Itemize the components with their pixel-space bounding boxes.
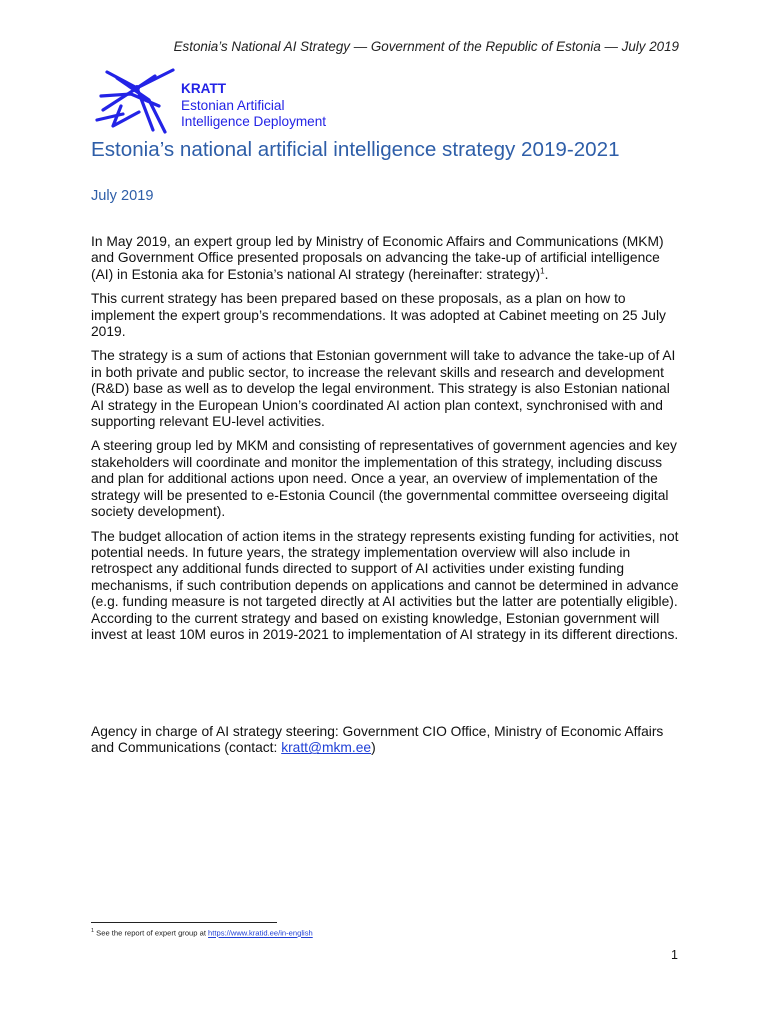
- paragraph-2: This current strategy has been prepared based on these proposals, as a plan on how to implement the expert group’s recommendations. It was adopted at Cabinet meeting on 25 July 2019.: [91, 291, 666, 340]
- logo-line-2: Intelligence Deployment: [181, 114, 327, 129]
- paragraph-3: The strategy is a sum of actions that Estonian government will take to advance the take-up of AI in both private and public sector, to increase the relevant skills and research and development (R&D) base as well as to develop the legal environment. This strategy is also Estonian national AI strategy in the European Union’s coordinated AI action plan context, synchronised with and supporting relevant EU-level activities.: [91, 348, 676, 430]
- contact-prefix: Agency in charge of AI strategy steering: Government CIO Office, Ministry of Economic Affairs and Communications (contact:: [91, 724, 664, 756]
- document-title: Estonia’s national artificial intelligence strategy 2019-2021: [91, 138, 620, 161]
- footnote-text: See the report of expert group at: [94, 928, 209, 938]
- paragraph-1-text: In May 2019, an expert group led by Ministry of Economic Affairs and Communications (MKM) and Government Office presented proposals on advancing the take-up of artificial intelligence (AI) in Estonia aka for Estonia’s national AI strategy (hereinafter: strategy): [91, 234, 664, 282]
- contact-email-link[interactable]: kratt@mkm.ee: [281, 740, 372, 756]
- document-body: [91, 234, 681, 651]
- paragraph-5: The budget allocation of action items in the strategy represents existing funding for activities, not potential needs. In future years, the strategy implementation overview will also include in retrospect any additional funds directed to support of AI activities under existing funding mechanisms, if such contribution depends on applications and cannot be determined in advance (e.g. funding measure is not targeted directly at AI activities but the latter are potentially eligible). According to the current strategy and based on existing knowledge, Estonian government will invest at least 10M euros in 2019-2021 to implementation of AI strategy in its different directions.: [91, 528, 679, 642]
- logo-text: [181, 81, 326, 131]
- contact-suffix: ): [371, 740, 376, 756]
- document-date: July 2019: [91, 188, 154, 204]
- paragraph-1-trail: .: [544, 266, 549, 282]
- contact-paragraph: [91, 724, 681, 757]
- running-header: Estonia’s National AI Strategy — Government of the Republic of Estonia — July 2019: [173, 39, 679, 54]
- kratt-figure-icon: [93, 66, 177, 136]
- footnote-divider: [91, 922, 277, 923]
- kratt-logo: [93, 66, 353, 136]
- paragraph-1: [91, 234, 681, 283]
- footnote-link[interactable]: https://www.kratid.ee/in-english: [208, 928, 313, 938]
- page-number: 1: [671, 948, 678, 962]
- footnote-number: 1: [91, 928, 95, 934]
- logo-line-1: Estonian Artificial: [181, 97, 285, 113]
- logo-brand: KRATT: [181, 81, 227, 96]
- footnote: [91, 928, 313, 938]
- footnote-reference[interactable]: 1: [540, 266, 545, 276]
- paragraph-4: A steering group led by MKM and consisting of representatives of government agencies and key stakeholders will coordinate and monitor the implementation of this strategy, including discuss and plan for additional actions upon need. Once a year, an overview of implementation of the strategy will be presented to e-Estonia Council (the governmental committee overseeing digital society development).: [91, 438, 677, 520]
